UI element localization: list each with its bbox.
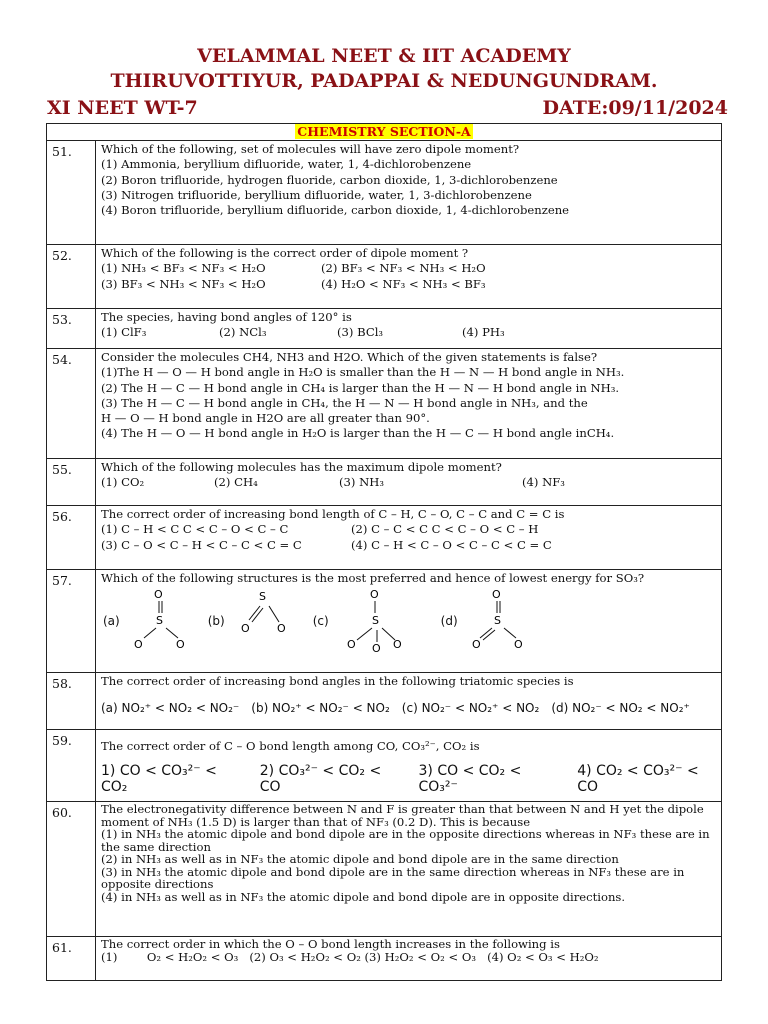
question-text: Consider the molecules CH4, NH3 and H2O. Which of the given statements is false? (101, 350, 598, 365)
option: (1) C – H < C C < C – O < C – C (101, 522, 289, 537)
institute-name: VELAMMAL NEET & IIT ACADEMY (197, 45, 571, 67)
option: (a) NO₂⁺ < NO₂ < NO₂⁻ (101, 701, 240, 716)
question-body (96, 730, 722, 802)
option: (2) The H — C — H bond angle in CH₄ is larger than the H — N — H bond angle in NH₃. (101, 380, 620, 395)
institute-locations: THIRUVOTTIYUR, PADAPPAI & NEDUNGUNDRAM. (110, 70, 658, 92)
atom-o: O (371, 642, 381, 656)
option: (4) The H — O — H bond angle in H₂O is larger than the H — C — H bond angle inCH₄. (101, 426, 615, 441)
atom-s: S (258, 590, 266, 604)
option: 4) CO₂ < CO₃²⁻ < CO (577, 763, 699, 795)
question-body (96, 570, 722, 673)
option: (2) Boron trifluoride, hydrogen fluoride, carbon dioxide, 1, 3-dichlorobenzene (101, 172, 558, 187)
option: (1) ClF₃ (101, 325, 147, 340)
atom-s: S (371, 614, 379, 628)
question-row (47, 937, 722, 981)
atom-o: O (471, 638, 481, 652)
question-body (96, 309, 722, 349)
atom-o: O (491, 588, 501, 602)
option: (2) CH₄ (214, 475, 258, 490)
atom-o: O (133, 638, 143, 652)
test-date: DATE:09/11/2024 (542, 97, 728, 119)
atom-s: S (155, 614, 163, 628)
option: (2) in NH₃ as well as in NF₃ the atomic dipole and bond dipole are in the same direction (101, 852, 619, 867)
option-continued: H — O — H bond angle in H2O are all greater than 90°. (101, 411, 430, 426)
question-row (47, 673, 722, 730)
question-body (96, 673, 722, 730)
question-number: 54. (47, 349, 96, 459)
option: (3) Nitrogen trifluoride, beryllium difluoride, water, 1, 3-dichlorobenzene (101, 187, 532, 202)
option: (c) NO₂⁻ < NO₂⁺ < NO₂ (401, 701, 540, 716)
option: (3) BF₃ < NH₃ < NF₃ < H₂O (101, 276, 266, 291)
question-row (47, 309, 722, 349)
option: 1) CO < CO₃²⁻ < CO₂ (101, 763, 217, 795)
question-number: 57. (47, 570, 96, 673)
so3-structure-b (231, 586, 301, 656)
question-body (96, 459, 722, 506)
option: (4) PH₃ (462, 325, 505, 340)
question-row (47, 459, 722, 506)
question-body (96, 937, 722, 981)
question-number: 61. (47, 937, 96, 981)
option: (1)The H — O — H bond angle in H₂O is smaller than the H — N — H bond angle in NH₃. (101, 365, 625, 380)
structure-label-b: (b) (207, 613, 225, 628)
question-text: The correct order of increasing bond length of C – H, C – O, C – C and C = C is (101, 507, 565, 522)
question-number: 52. (47, 245, 96, 309)
question-body (96, 349, 722, 459)
atom-o: O (276, 622, 286, 636)
option: (2) C – C < C C < C – O < C – H (351, 522, 539, 537)
question-text: Which of the following is the correct order of dipole moment ? (101, 246, 469, 261)
option: (2) NCl₃ (219, 325, 267, 340)
option: (b) NO₂⁺ < NO₂⁻ < NO₂ (251, 701, 390, 716)
question-text: Which of the following structures is the most preferred and hence of lowest energy for SO₃? (101, 571, 645, 586)
option: (1) CO₂ (101, 475, 145, 490)
question-text: The electronegativity difference between N and F is greater than that between N and H yet the dipole moment of NH₃ (1.5 D) is larger than that of NF₃ (0.2 D). This is because (101, 802, 704, 829)
option: (4) in NH₃ as well as in NF₃ the atomic dipole and bond dipole are in opposite directions. (101, 889, 626, 904)
structure-label-d: (d) (440, 613, 458, 628)
question-number: 53. (47, 309, 96, 349)
option: (2) BF₃ < NF₃ < NH₃ < H₂O (321, 261, 486, 276)
option: (4) C – H < C – O < C – C < C = C (351, 537, 552, 552)
atom-s: S (493, 614, 501, 628)
so3-structure-c (335, 586, 415, 656)
atom-o: O (513, 638, 523, 652)
section-title: CHEMISTRY SECTION-A (297, 124, 471, 139)
question-text: The species, having bond angles of 120° is (101, 310, 352, 325)
question-body (96, 141, 722, 245)
section-row (47, 124, 722, 141)
atom-o: O (153, 588, 163, 602)
atom-o: O (369, 588, 379, 602)
option: (1) NH₃ < BF₃ < NF₃ < H₂O (101, 261, 266, 276)
option: (4) Boron trifluoride, beryllium difluoride, carbon dioxide, 1, 4-dichlorobenzene (101, 203, 570, 218)
option: (d) NO₂⁻ < NO₂ < NO₂⁺ (551, 701, 690, 716)
question-row (47, 570, 722, 673)
question-number: 51. (47, 141, 96, 245)
option: 3) CO < CO₂ < CO₃²⁻ (418, 763, 522, 795)
so3-structure-a (126, 586, 196, 656)
structure-label-a: (a) (103, 613, 120, 628)
option: (3) NH₃ (339, 475, 385, 490)
option: (4) NF₃ (522, 475, 565, 490)
option: (1) Ammonia, beryllium difluoride, water, 1, 4-dichlorobenzene (101, 157, 472, 172)
question-row (47, 245, 722, 309)
so3-structures (101, 586, 718, 656)
option: (4) H₂O < NF₃ < NH₃ < BF₃ (321, 276, 486, 291)
question-number: 55. (47, 459, 96, 506)
question-body (96, 245, 722, 309)
option: (3) C – O < C – H < C – C < C = C (101, 537, 302, 552)
atom-o: O (175, 638, 185, 652)
atom-o: O (392, 638, 402, 652)
option: (3) BCl₃ (337, 325, 384, 340)
question-text: Which of the following molecules has the maximum dipole moment? (101, 460, 502, 475)
question-text: The correct order of C – O bond length among CO, CO₃²⁻, CO₂ is (101, 739, 480, 754)
atom-o: O (346, 638, 356, 652)
question-table (46, 123, 722, 981)
structure-label-c: (c) (312, 613, 329, 628)
atom-o: O (240, 622, 250, 636)
test-name: XI NEET WT-7 (47, 97, 198, 119)
question-body (96, 802, 722, 937)
question-row (47, 349, 722, 459)
question-row (47, 141, 722, 245)
question-row (47, 506, 722, 570)
question-number: 58. (47, 673, 96, 730)
option: 2) CO₃²⁻ < CO₂ < CO (259, 763, 382, 795)
question-number: 59. (47, 730, 96, 802)
question-text: The correct order of increasing bond angles in the following triatomic species is (101, 674, 574, 689)
question-text: Which of the following, set of molecules will have zero dipole moment? (101, 142, 520, 157)
question-row (47, 730, 722, 802)
question-number: 56. (47, 506, 96, 570)
question-row (47, 802, 722, 937)
question-body (96, 506, 722, 570)
option: (3) The H — C — H bond angle in CH₄, the H — N — H bond angle in NH₃, and the (101, 395, 588, 410)
question-text: The correct order in which the O – O bond length increases in the following is (101, 937, 560, 952)
option: (3) in NH₃ the atomic dipole and bond dipole are in the same direction whereas in NF₃ these are in opposite directions (101, 864, 685, 892)
question-number: 60. (47, 802, 96, 937)
option: (1) in NH₃ the atomic dipole and bond dipole are in the opposite directions whereas in NF₃ these are in the same direction (101, 827, 710, 854)
so3-structure-d (464, 586, 534, 656)
option: (1) O₂ < H₂O₂ < O₃ (2) O₃ < H₂O₂ < O₂ (3) H₂O₂ < O₂ < O₃ (4) O₂ < O₃ < H₂O₂ (101, 949, 599, 964)
